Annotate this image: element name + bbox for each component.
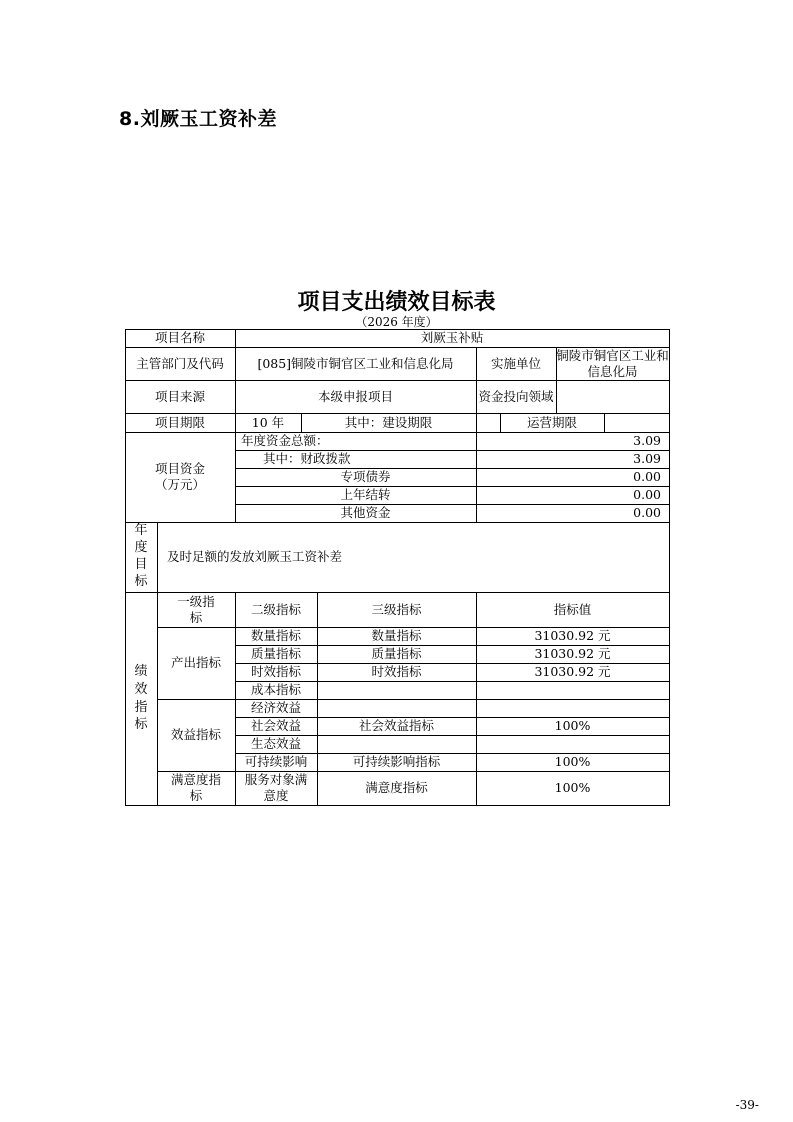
output-indicators-label: 产出指标 (170, 655, 221, 671)
impl-unit-label: 实施单位 (490, 355, 541, 371)
fund-item-label: 其中：财政拨款 (263, 451, 351, 467)
source-value: 本级申报项目 (317, 388, 393, 404)
level3-cell: 质量指标 (371, 646, 422, 662)
fund-item-value: 0.00 (633, 505, 661, 521)
section-heading: 8.刘厥玉工资补差 (119, 108, 277, 130)
indicator-value-cell: 100% (554, 718, 591, 734)
indicator-value-cell (476, 681, 669, 699)
fund-item-value: 3.09 (633, 433, 661, 449)
table-rule (669, 329, 670, 806)
ops-period-label: 运营期限 (526, 414, 577, 430)
indicators-label: 绩效指标 (134, 664, 148, 733)
impl-unit-value: 铜陵市铜官区工业和信息化局 (556, 347, 669, 379)
level1-header: 一级指标 (177, 593, 215, 625)
level2-cell: 质量指标 (250, 646, 301, 662)
indicator-value-cell: 31030.92 元 (534, 646, 611, 662)
level3-cell (317, 735, 476, 753)
level3-cell: 时效指标 (371, 664, 422, 680)
indicator-value-cell (476, 699, 669, 717)
project-name-label: 项目名称 (154, 330, 205, 346)
satisfaction-indicators-label: 满意度指标 (170, 772, 221, 803)
level3-cell (317, 699, 476, 717)
annual-goal-text: 及时足额的发放刘厥玉工资补差 (167, 549, 343, 565)
value-header: 指标值 (553, 601, 592, 617)
fund-item-label: 专项债券 (340, 469, 391, 485)
dept-label: 主管部门及代码 (136, 355, 224, 371)
level2-cell: 数量指标 (250, 628, 301, 644)
table-rule (556, 380, 557, 414)
level3-cell: 满意度指标 (365, 780, 428, 796)
fund-item-value: 0.00 (633, 469, 661, 485)
fund-item-label: 年度资金总额： (241, 433, 329, 449)
level2-cell: 服务对象满意度 (244, 772, 308, 803)
fund-item-value: 0.00 (633, 487, 661, 503)
period-value: 10 年 (251, 414, 285, 430)
level3-cell: 数量指标 (371, 628, 422, 644)
fund-item-value: 3.09 (633, 451, 661, 467)
level2-cell: 经济效益 (250, 700, 301, 716)
table-title: 项目支出绩效目标表 (297, 290, 496, 315)
fund-item-label: 其他资金 (340, 505, 391, 521)
annual-goal-label: 年度目标 (134, 523, 148, 589)
project-name-value: 刘厥玉补贴 (420, 330, 484, 346)
level3-cell (317, 681, 476, 699)
indicator-value-cell: 31030.92 元 (534, 628, 611, 644)
invest-area-label: 资金投向领域 (478, 388, 554, 404)
period-label: 项目期限 (154, 414, 205, 430)
level2-cell: 时效指标 (250, 664, 301, 680)
fund-item-label: 上年结转 (340, 487, 391, 503)
level3-cell: 可持续影响指标 (352, 754, 441, 770)
page-number: -39- (735, 1098, 759, 1112)
level2-cell: 可持续影响 (244, 754, 308, 770)
level2-cell: 社会效益 (250, 718, 301, 734)
level2-header: 二级指标 (250, 601, 301, 617)
dept-value: [085]铜陵市铜官区工业和信息化局 (257, 355, 454, 371)
level2-cell: 成本指标 (250, 682, 301, 698)
source-label: 项目来源 (154, 388, 205, 404)
table-rule (125, 805, 670, 806)
indicator-value-cell: 100% (554, 754, 591, 770)
indicator-value-cell (476, 735, 669, 753)
table-rule (604, 413, 605, 433)
indicator-value-cell: 100% (554, 780, 591, 796)
benefit-indicators-label: 效益指标 (170, 727, 221, 743)
funds-label: 项目资金（万元） (154, 461, 205, 492)
level2-cell: 生态效益 (250, 736, 301, 752)
build-period-label: 其中：建设期限 (344, 414, 433, 430)
indicator-value-cell: 31030.92 元 (534, 664, 611, 680)
table-subtitle: （2026 年度） (355, 315, 438, 329)
level3-header: 三级指标 (371, 601, 422, 617)
level3-cell: 社会效益指标 (358, 718, 434, 734)
